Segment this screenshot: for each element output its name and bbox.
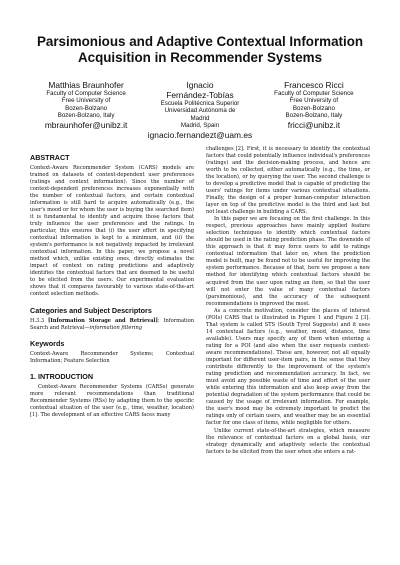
affiliation-line: Bozen-Bolzano [65, 104, 108, 112]
author-name: Francesco Ricci [284, 80, 344, 90]
affiliation-line: Bozen-Bolzano, Italy [285, 112, 343, 120]
affiliation-line: Bozen-Bolzano [292, 104, 335, 112]
author-name: Ignacio [186, 80, 214, 90]
right-column [206, 146, 370, 456]
author-1 [30, 80, 142, 140]
categories-italic: information filtering [89, 324, 143, 331]
body-paragraph: challenges [2]. First, it is necessary to identify the contextual factors that could potentially influence individual's preferences (ratings) and the decision-making process, and hence are worth to be collected, either automatically (e.g., the time, or the location), or by querying the user. The second challenge is to develop a predictive model that is capable of predicting the users' ratings for items under various contextual situations. Finally, the design of a proper human-computer interaction layer on top of the predictive model is the third and last but not least challenge in building a CARS. [206, 145, 370, 216]
author-email: mbraunhofer@unibz.it [44, 119, 128, 130]
body-columns [30, 146, 370, 456]
author-name: Matthias Braunhofer [48, 80, 124, 90]
author-email: ignacio.fernandezt@uam.es [147, 129, 253, 140]
affiliation-line: Madrid, Spain [180, 122, 220, 130]
title-line-1: Parsimonious and Adaptive Contextual Information [36, 34, 364, 49]
categories-rest: : Information Search and Retrieval— [30, 317, 195, 331]
author-block [30, 80, 370, 140]
categories-bold: [Information Storage and Retrieval] [48, 317, 158, 324]
affiliation-line: Madrid [190, 114, 210, 122]
author-2 [144, 80, 256, 140]
affiliation-line: Free University of [289, 97, 339, 105]
keywords-heading: Keywords [30, 338, 65, 348]
title-line-2: Acquisition in Recommender Systems [77, 50, 323, 65]
body-paragraph: In this paper we are focusing on the first challenge. In this respect, previous approaches have mainly applied feature selection techniques to identify which contextual factors should be used in the rating prediction phase. The downside of this approach is that it may force users to add to ratings contextual information that later on, when the prediction model is built, may be found not to be useful for improving the system performance. Because of that, here we propose a new method for identifying which contextual factors should be acquired from the user upon rating an item, so that the user will not enter the value of many contextual factors (parsimonious), and the accuracy of the subsequent recommendations is improved the most. [206, 216, 370, 307]
affiliation-line: Escuela Politécnica Superior [160, 100, 240, 107]
categories-heading: Categories and Subject Descriptors [30, 305, 152, 315]
categories-code: H.3.3 [30, 317, 48, 324]
intro-heading: 1. INTRODUCTION [30, 371, 94, 381]
abstract-heading: ABSTRACT [30, 152, 70, 162]
author-name-cont: Fernández-Tobías [166, 90, 234, 100]
affiliation-line: Universidad Autónoma de [164, 107, 236, 115]
affiliation-line: Faculty of Computer Science [274, 90, 354, 97]
keywords-text: Context-Aware Recommender Systems; Contextual Information; Feature Selection [30, 350, 194, 364]
affiliation-line: Bozen-Bolzano, Italy [57, 112, 115, 120]
body-paragraph: Unlike current state-of-the-art strategies, which measure the relevance of contextual factors on a global basis, our strategy dynamically and adaptively selects the contextual factors to be elicited from the user when she enters a rat- [206, 427, 370, 455]
body-paragraph: As a concrete motivation, consider the places of interest (POIs) CARS that is illustrated in Figure 1 and Figure 2 [3]. That system is called STS (South Tyrol Suggests) and it uses 14 contextual factors (e.g., weather, mood, distance, time available). Users may specify any of them when entering a rating for a POI (and also when the user requests context-aware recommendations). These are, however, not all equally important for different user-item pairs, in the sense that they contribute differently to the improvement of the system's rating prediction and recommendation accuracy. In fact, we must avoid any possible waste of time and effort of the user while entering this information and also keep away from the potential degradation of the system performance that could be caused by the usage of irrelevant information. For example, the user's mood may be extremely important to predict the ratings only of certain users, and weather may be an essential factor for one class of items, while negligible for others. [206, 307, 370, 427]
categories-text [30, 318, 194, 332]
abstract-text: Context-Aware Recommender System (CARS) models are trained on datasets of context-dependent user preferences (ratings and context information). Since the number of context-dependent preferences increases exponentially with the number of contextual factors, and certain contextual information is still hard to acquire automatically (e.g., the user's mood or for whom the user is buying the searched item) it is fundamental to identify and acquire those factors that truly influence the user preferences and the ratings. In particular, this ensures that (i) the user effort in specifying contextual information is kept to a minimum, and (ii) the system's performance is not negatively impacted by irrelevant contextual information. In this paper, we propose a novel method which, unlike existing ones, directly estimates the impact of context on rating predictions and adaptively identifies the contextual factors that are deemed to be useful to be elicited from the users. Our experimental evaluation shows that it compares favourably to various state-of-the-art context selection methods. [30, 164, 194, 298]
affiliation-line: Faculty of Computer Science [46, 90, 126, 97]
author-3 [258, 80, 370, 140]
author-email: fricci@unibz.it [287, 119, 341, 130]
paper-title [30, 34, 370, 66]
left-column [30, 146, 194, 456]
affiliation-line: Free University of [61, 97, 111, 105]
intro-paragraph: Context-Aware Recommender Systems (CARSs) generate more relevant recommendations than traditional Recommender Systems (RSs) by adapting them to the specific contextual situation of the user (e.g., time, weather, location) [1]. The development of an effective CARS faces many [30, 383, 194, 418]
